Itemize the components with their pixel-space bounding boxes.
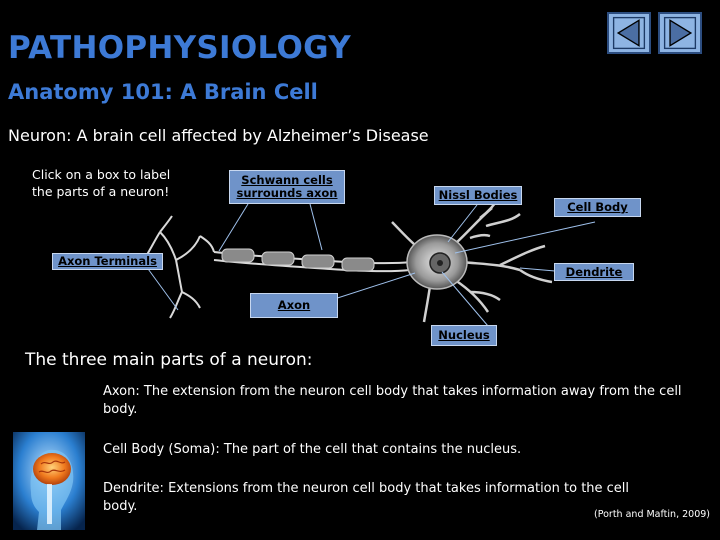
page-subtitle: Anatomy 101: A Brain Cell <box>8 80 318 104</box>
axon-definition: Axon: The extension from the neuron cell body that takes information away from the cell body. <box>103 384 682 417</box>
cell-body-definition: Cell Body (Soma): The part of the cell that contains the nucleus. <box>103 442 522 457</box>
slide-heading: Neuron: A brain cell affected by Alzheimer’s Disease <box>8 126 429 145</box>
dendrite-definition: Dendrite: Extensions from the neuron cell body that takes information to the cell body. <box>103 481 630 514</box>
label-box-nucleus[interactable]: Nucleus <box>431 325 497 346</box>
brain-anatomy-image <box>13 432 85 530</box>
label-box-schwann-cells[interactable]: Schwann cells surrounds axon <box>229 170 345 204</box>
label-box-axon[interactable]: Axon <box>250 293 338 318</box>
main-parts-heading: The three main parts of a neuron: <box>25 350 313 370</box>
label-box-dendrite[interactable]: Dendrite <box>554 263 634 281</box>
label-box-axon-terminals[interactable]: Axon Terminals <box>52 253 163 270</box>
label-box-nissl-bodies[interactable]: Nissl Bodies <box>434 186 522 205</box>
instructions-text: Click on a box to label the parts of a neuron! <box>32 167 171 199</box>
citation: (Porth and Maftin, 2009) <box>594 509 710 520</box>
label-box-cell-body[interactable]: Cell Body <box>554 198 641 217</box>
page-title: PATHOPHYSIOLOGY <box>8 30 351 66</box>
